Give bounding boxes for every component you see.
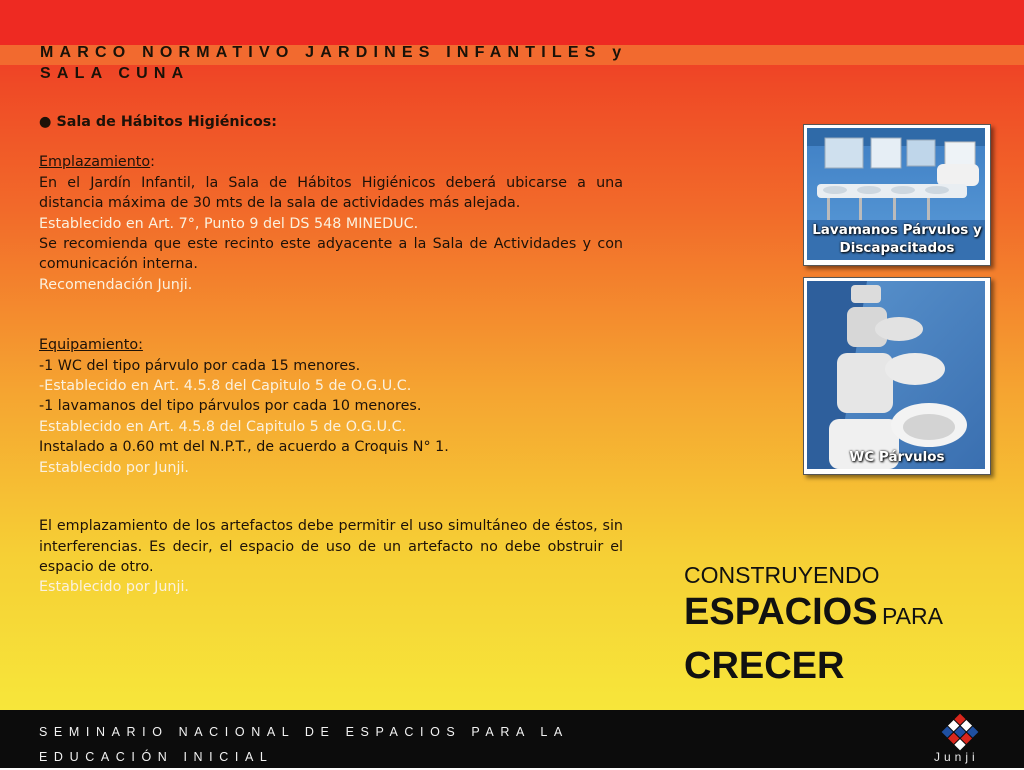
emplazamiento-label: Emplazamiento [39, 154, 151, 171]
emplazamiento-source-2: Recomendación Junji. [39, 276, 193, 293]
brand-para: PARA [882, 603, 943, 629]
equipamiento-source-2: Establecido en Art. 4.5.8 del Capitulo 5 de O.G.U.C. [39, 418, 407, 435]
emplazamiento-colon: : [150, 154, 155, 171]
emplazamiento-paragraph-1: En el Jardín Infantil, la Sala de Hábitos Higiénicos deberá ubicarse a una distancia máxima de 30 mts de la sala de actividades más alejada. [39, 174, 623, 212]
wc-photo [803, 277, 991, 475]
equipamiento-item-3: Instalado a 0.60 mt del N.P.T., de acuerdo a Croquis N° 1. [39, 439, 449, 456]
footer-bar [0, 710, 1024, 768]
junji-logo-icon [930, 712, 990, 752]
footer-seminar-text: SEMINARIO NACIONAL DE ESPACIOS PARA LA EDUCACIÓN INICIAL [39, 725, 569, 764]
slide-title: MARCO NORMATIVO JARDINES INFANTILES y SALA CUNA [40, 44, 628, 82]
emplazamiento-source-1: Establecido en Art. 7°, Punto 9 del DS 548 MINEDUC. [39, 215, 419, 232]
brand-line-2 [684, 590, 943, 634]
brand-espacios: ESPACIOS [684, 591, 878, 633]
lavamanos-caption: Lavamanos Párvulos y Discapacitados [812, 222, 982, 256]
wc-caption: WC Párvulos [849, 449, 945, 465]
brand-line-1: CONSTRUYENDO [684, 562, 880, 588]
emplazamiento-heading [39, 152, 623, 172]
equipamiento-source-3: Establecido por Junji. [39, 459, 189, 476]
closing-paragraph: El emplazamiento de los artefactos debe permitir el uso simultáneo de éstos, sin interferencias. Es decir, el espacio de uso de un artefacto no debe obstruir el espacio de otro. [39, 518, 623, 575]
emplazamiento-paragraph-2: Se recomienda que este recinto este adyacente a la Sala de Actividades y con comunicación interna. [39, 236, 623, 273]
closing-source: Establecido por Junji. [39, 579, 189, 596]
junji-logo-word: Junji [934, 750, 979, 764]
section-heading: ● Sala de Hábitos Higiénicos: [39, 114, 278, 130]
wc-illustration [807, 281, 985, 469]
equipamiento-source-1: -Establecido en Art. 4.5.8 del Capitulo 5 de O.G.U.C. [39, 378, 412, 395]
top-red-band [0, 0, 1024, 45]
content-body [39, 112, 623, 598]
brand-line-3: CRECER [684, 645, 845, 687]
equipamiento-heading: Equipamiento: [39, 337, 143, 354]
junji-logo [930, 712, 990, 768]
equipamiento-item-2: -1 lavamanos del tipo párvulos por cada 10 menores. [39, 398, 422, 415]
equipamiento-item-1: -1 WC del tipo párvulo por cada 15 menores. [39, 357, 361, 374]
lavamanos-photo [803, 124, 991, 266]
